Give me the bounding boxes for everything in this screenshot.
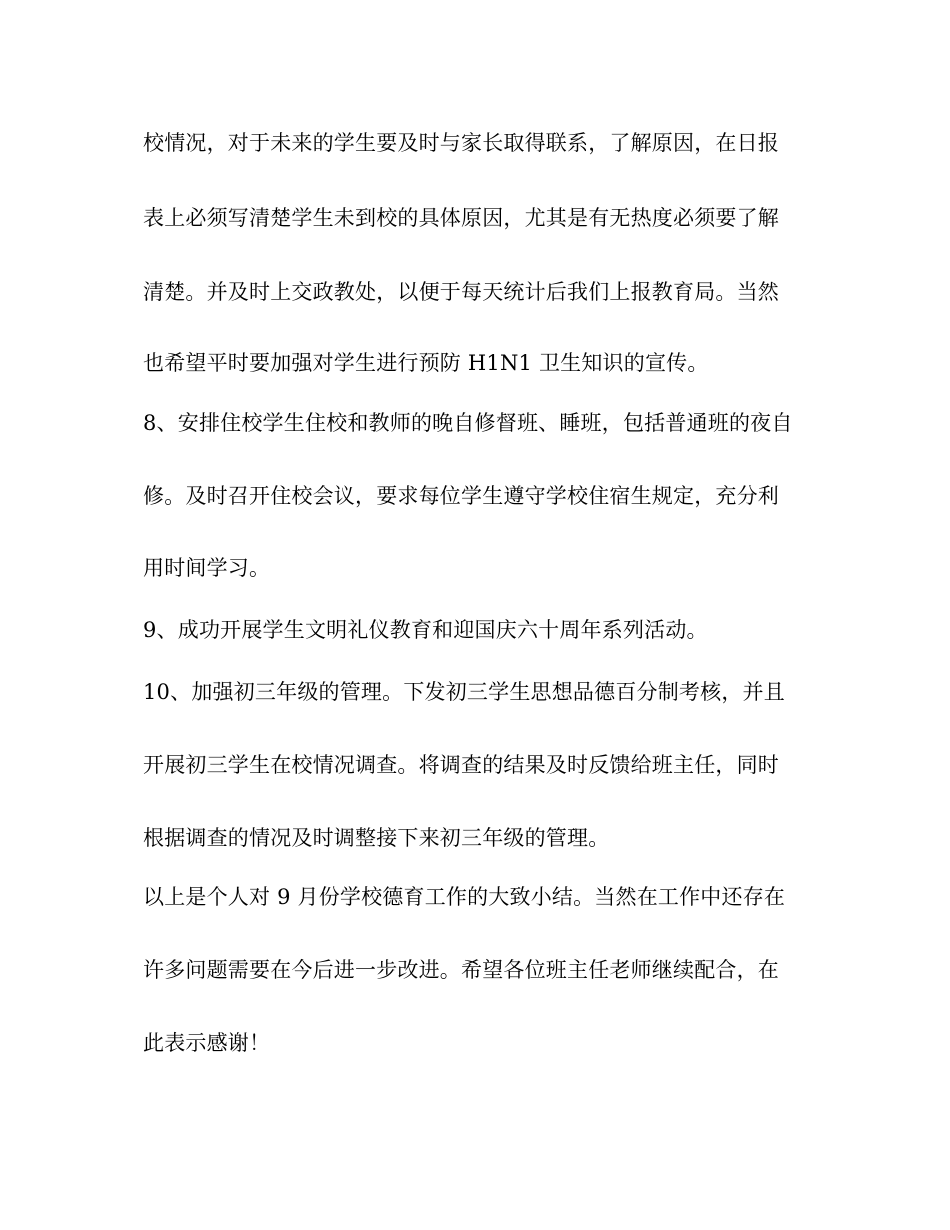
paragraph-line: 也希望平时要加强对学生进行预防 H1N1 卫生知识的宣传。 (143, 351, 709, 375)
list-item-8: 8、安排住校学生住校和教师的晚自修督班、睡班，包括普通班的夜自 (143, 411, 793, 435)
list-item-10: 10、加强初三年级的管理。下发初三学生思想品德百分制考核，并且 (143, 680, 785, 704)
paragraph-line: 清楚。并及时上交政教处，以便于每天统计后我们上报教育局。当然 (143, 280, 779, 304)
paragraph-line: 开展初三学生在校情况调查。将调查的结果及时反馈给班主任，同时 (143, 753, 779, 777)
paragraph-line: 校情况，对于未来的学生要及时与家长取得联系，了解原因，在日报 (143, 131, 779, 155)
closing-paragraph-line: 许多问题需要在今后进一步改进。希望各位班主任老师继续配合，在 (143, 958, 779, 982)
paragraph-line: 根据调查的情况及时调整接下来初三年级的管理。 (143, 826, 610, 850)
closing-paragraph-line: 此表示感谢！ (143, 1031, 271, 1055)
paragraph-line: 表上必须写清楚学生未到校的具体原因，尤其是有无热度必须要了解 (143, 206, 779, 230)
paragraph-line: 修。及时召开住校会议，要求每位学生遵守学校住宿生规定，充分利 (143, 484, 779, 508)
closing-paragraph-line: 以上是个人对 9 月份学校德育工作的大致小结。当然在工作中还存在 (143, 885, 786, 909)
paragraph-line: 用时间学习。 (143, 556, 271, 580)
list-item-9: 9、成功开展学生文明礼仪教育和迎国庆六十周年系列活动。 (143, 618, 708, 642)
